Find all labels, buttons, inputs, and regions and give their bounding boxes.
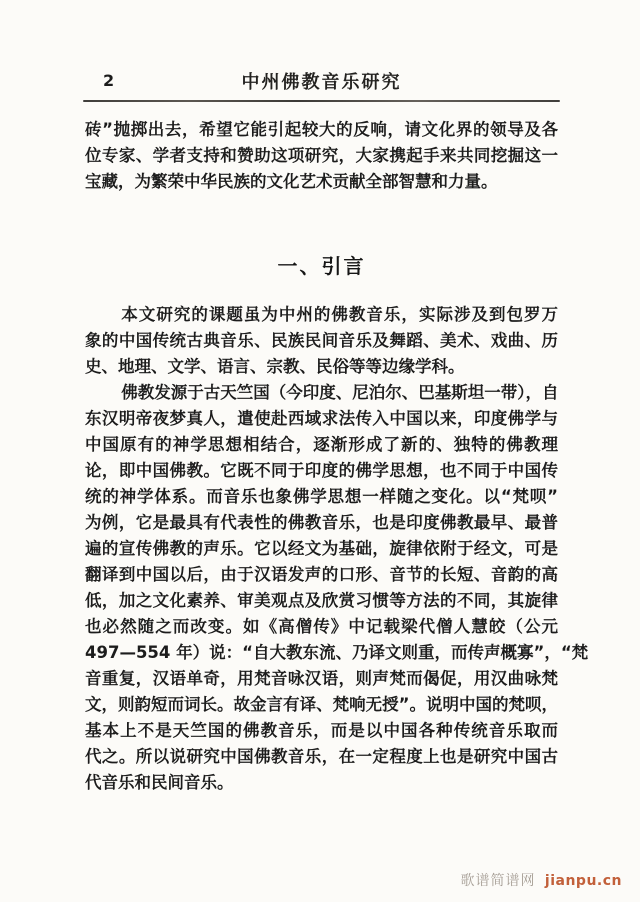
- text-line: 象的中国传统古典音乐、民族民间音乐及舞蹈、美术、戏曲、历: [85, 331, 558, 350]
- text-line: 东汉明帝夜梦真人，遣使赴西域求法传入中国以来，印度佛学与: [85, 409, 558, 428]
- watermark-site-name: 歌谱简谱网: [460, 873, 536, 889]
- page-number: 2: [103, 71, 116, 90]
- text-line: 论，即中国佛教。它既不同于印度的佛学思想，也不同于中国传: [85, 461, 558, 480]
- text-line: 也必然随之而改变。如《高僧传》中记载梁代僧人慧皎（公元: [85, 617, 558, 636]
- body-paragraphs: [85, 302, 589, 796]
- text-line: 497—554 年）说：“自大教东流、乃译文则重，而传声概寡”，“梵: [85, 643, 589, 662]
- running-header: [85, 68, 558, 94]
- text-line: 为例，它是最具有代表性的佛教音乐，也是印度佛教最早、最普: [85, 513, 558, 532]
- text-line: 文，则韵短而词长。故金言有译、梵响无授”。说明中国的梵呗，: [85, 695, 558, 714]
- text-line: 代音乐和民间音乐。: [85, 773, 234, 792]
- text-line: 音重复，汉语单奇，用梵音咏汉语，则声梵而偈促，用汉曲咏梵: [85, 669, 558, 688]
- header-rule: [83, 100, 560, 102]
- text-line: 代之。所以说研究中国佛教音乐，在一定程度上也是研究中国古: [85, 747, 558, 766]
- text-line: 本文研究的课题虽为中州的佛教音乐，实际涉及到包罗万: [121, 305, 558, 324]
- running-header-title: 中州佛教音乐研究: [241, 72, 402, 93]
- text-line: 宝藏，为繁荣中华民族的文化艺术贡献全部智慧和力量。: [85, 172, 498, 191]
- text-line: 翻译到中国以后，由于汉语发声的口形、音节的长短、音韵的高: [85, 565, 558, 584]
- watermark-site-url: jianpu.cn: [544, 873, 622, 889]
- text-line: 遍的宣传佛教的声乐。它以经文为基础，旋律依附于经文，可是: [85, 539, 558, 558]
- paragraph-continuation: [85, 117, 558, 195]
- text-line: 佛教发源于古天竺国（今印度、尼泊尔、巴基斯坦一带），自: [121, 383, 559, 402]
- text-line: 位专家、学者支持和赞助这项研究，大家携起手来共同挖掘这一: [85, 146, 558, 165]
- watermark: [460, 870, 622, 890]
- section-heading: 一、引言: [277, 254, 366, 278]
- text-line: 中国原有的神学思想相结合，逐渐形成了新的、独特的佛教理: [85, 435, 558, 454]
- text-line: 统的神学体系。而音乐也象佛学思想一样随之变化。以“梵呗”: [85, 487, 558, 506]
- text-line: 史、地理、文学、语言、宗教、民俗等等边缘学科。: [85, 357, 465, 376]
- text-line: 基本上不是天竺国的佛教音乐，而是以中国各种传统音乐取而: [85, 721, 558, 740]
- text-line: 低，加之文化素养、审美观点及欣赏习惯等方法的不同，其旋律: [85, 591, 558, 610]
- text-line: 砖”抛掷出去，希望它能引起较大的反响，请文化界的领导及各: [85, 120, 558, 139]
